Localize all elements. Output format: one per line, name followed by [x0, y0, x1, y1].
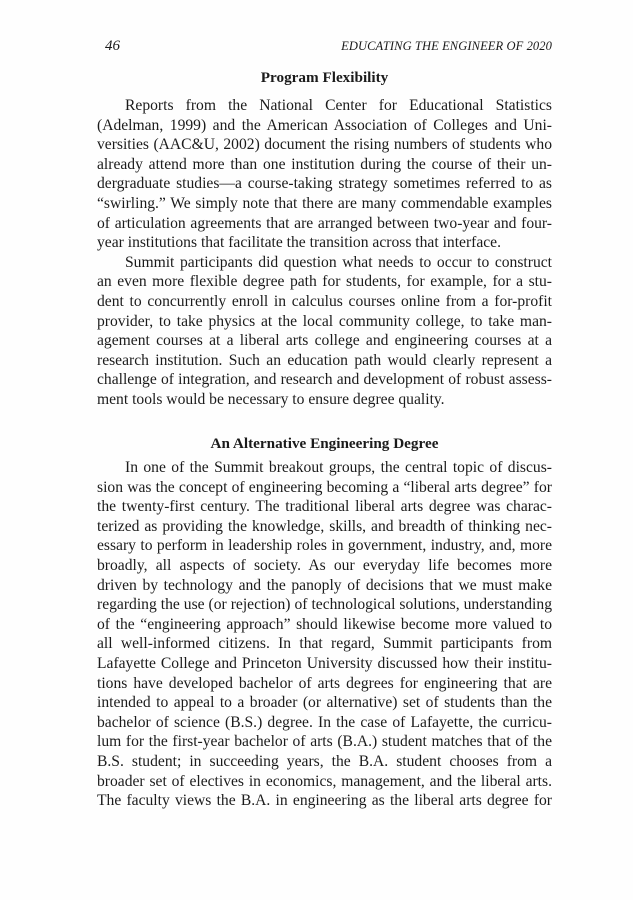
paragraph: Summit participants did question what needs to occur to construct an even more flexible degree path for students, for example, for a student to concurrently enroll in calculus courses online from a for-profit provider, to take physics at the local community college, to take management courses at a liberal arts college and engineering courses at a research institution. Such an education path would clearly represent a challenge of integration, and research and development of robust assessment tools would be necessary to ensure degree quality.: [97, 253, 552, 408]
section-body-alternative-engineering-degree: [97, 458, 552, 811]
section-heading-alternative-engineering-degree: An Alternative Engineering Degree: [210, 435, 439, 452]
running-header: [97, 38, 552, 56]
paragraph: In one of the Summit breakout groups, the central topic of discussion was the concept of engineering becoming a “liberal arts degree” for the twenty-first century. The traditional liberal arts degree was characterized as providing the knowledge, skills, and breadth of thinking necessary to perform in leadership roles in government, industry, and, more broadly, all aspects of society. As our everyday life becomes more driven by technology and the panoply of decisions that we must make regarding the use (or rejection) of technological solutions, understanding of the “engineering approach” should likewise become more valued to all well-informed citizens. In that regard, Summit participants from Lafayette College and Princeton University discussed how their institutions have developed bachelor of arts degrees for engineering that are intended to appeal to a broader (or alternative) set of students than the bachelor of science (B.S.) degree. In the case of Lafayette, the curriculum for the first-year bachelor of arts (B.A.) student matches that of the B.S. student; in succeeding years, the B.A. student chooses from a broader set of electives in economics, management, and the liberal arts. The faculty views the B.A. in engineering as the liberal arts degree for: [97, 459, 552, 810]
page-number: 46: [105, 38, 120, 54]
paragraph: Reports from the National Center for Educational Statistics (Adelman, 1999) and the American Association of Colleges and Universities (AAC&U, 2002) document the rising numbers of students who already attend more than one institution during the course of their undergraduate studies—a course-taking strategy sometimes referred to as “swirling.” We simply note that there are many commendable examples of articulation agreements that are arranged between two-year and four-year institutions that facilitate the transition across that interface.: [97, 97, 552, 252]
running-title: EDUCATING THE ENGINEER OF 2020: [341, 39, 552, 53]
section-heading-program-flexibility: Program Flexibility: [260, 69, 389, 86]
section-body-program-flexibility: [97, 96, 552, 410]
